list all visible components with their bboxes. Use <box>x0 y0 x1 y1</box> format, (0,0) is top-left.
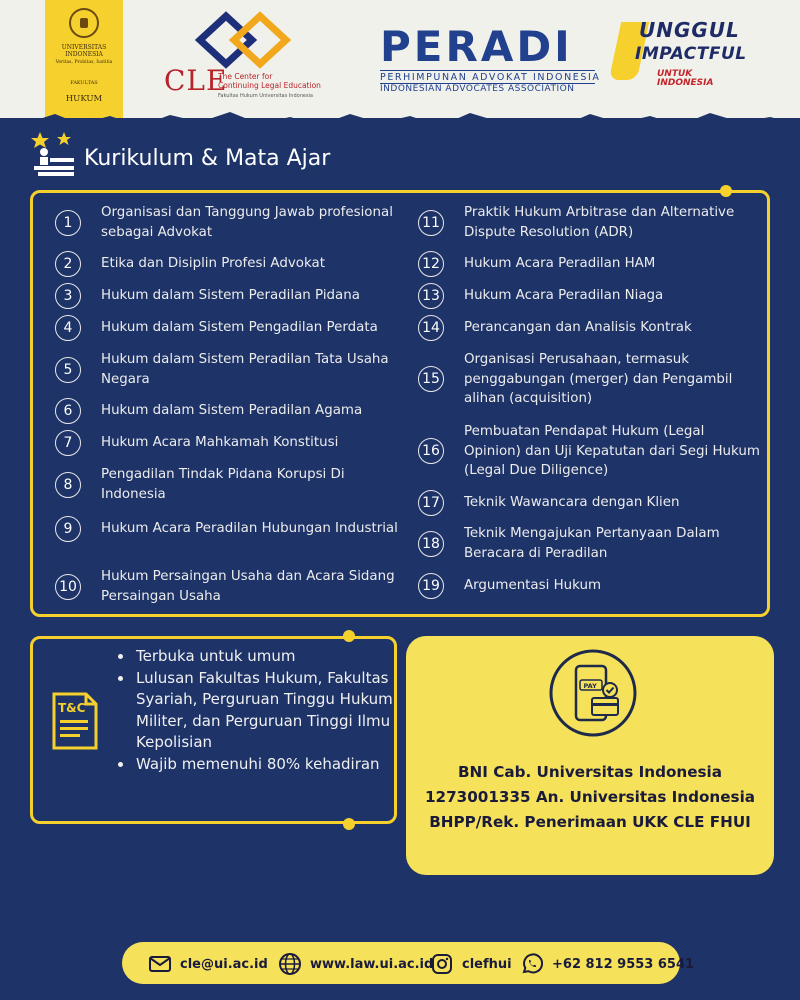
item-number-badge: 14 <box>418 315 444 341</box>
item-label: Pembuatan Pendapat Hukum (Legal Opinion) dan Uji Kepatutan dari Segi Hukum (Legal Due Diligence) <box>464 424 760 478</box>
torn-paper-edge <box>0 100 800 140</box>
item-label: Organisasi Perusahaan, termasuk penggabungan (merger) dan Pengambil alihan (acquisition) <box>464 352 733 406</box>
item-label: Hukum Acara Peradilan Hubungan Industrial <box>101 521 398 537</box>
makara-seal-icon <box>69 8 99 38</box>
item-label: Pengadilan Tindak Pidana Korupsi Di Indonesia <box>101 467 345 502</box>
item-number-badge: 19 <box>418 573 444 599</box>
item-number-badge: 4 <box>55 315 81 341</box>
ui-logo-faculty: HUKUM <box>65 94 103 104</box>
email-icon <box>148 952 172 976</box>
ui-logo-line2: INDONESIA <box>65 51 103 58</box>
unggul-line1: UNGGUL <box>639 18 740 42</box>
curriculum-item <box>418 315 763 341</box>
terms-item: • Terbuka untuk umum <box>134 646 404 668</box>
curriculum-item <box>418 524 763 563</box>
payment-account-name: BHPP/Rek. Penerimaan UKK CLE FHUI <box>429 813 751 831</box>
globe-icon <box>278 952 302 976</box>
curriculum-item <box>55 516 400 542</box>
contact-whatsapp[interactable] <box>520 952 694 976</box>
peradi-subtitle-2: INDONESIAN ADVOCATES ASSOCIATION <box>380 83 595 94</box>
item-number-badge: 13 <box>418 283 444 309</box>
payment-details <box>406 760 774 835</box>
terms-item: • Wajib memenuhi 80% kehadiran <box>134 754 404 776</box>
terms-document-icon <box>50 690 100 752</box>
terms-decor-dot-bottom <box>343 818 355 830</box>
item-number-badge: 16 <box>418 438 444 464</box>
item-label: Argumentasi Hukum <box>464 578 602 594</box>
curriculum-item <box>418 350 763 409</box>
item-number-badge: 2 <box>55 251 81 277</box>
item-label: Hukum Acara Peradilan Niaga <box>464 288 664 304</box>
item-label: Hukum Acara Mahkamah Konstitusi <box>101 435 339 451</box>
ui-logo-motto: Veritas, Probitas, Iustitia <box>55 60 113 65</box>
curriculum-item <box>418 422 763 481</box>
peradi-subtitle-1: PERHIMPUNAN ADVOKAT INDONESIA <box>380 72 601 83</box>
box-decor-dot <box>720 185 732 197</box>
item-label: Hukum Persaingan Usaha dan Acara Sidang Persaingan Usaha <box>101 569 395 604</box>
curriculum-item <box>55 567 400 606</box>
section-title: Kurikulum & Mata Ajar <box>84 146 331 171</box>
whatsapp-text[interactable]: +62 812 9553 6541 <box>552 956 695 972</box>
item-number-badge: 1 <box>55 210 81 236</box>
terms-list <box>116 646 404 775</box>
curriculum-item <box>418 251 763 277</box>
unggul-line2: IMPACTFUL <box>635 44 747 64</box>
item-label: Teknik Wawancara dengan Klien <box>464 495 680 511</box>
unggul-line3: UNTUK <box>657 69 693 79</box>
item-number-badge: 10 <box>55 574 81 600</box>
item-label: Hukum dalam Sistem Pengadilan Perdata <box>101 320 378 336</box>
terms-icon-label: T&C <box>58 701 86 715</box>
curriculum-item <box>418 490 763 516</box>
curriculum-item <box>55 203 400 242</box>
ui-logo-line1: UNIVERSITAS <box>61 44 107 51</box>
curriculum-item <box>55 350 400 389</box>
cle-subtitle-line2: Continuing Legal Education <box>218 81 321 90</box>
pay-icon-label: PAY <box>583 682 597 690</box>
unggul-line4: INDONESIA <box>657 78 714 88</box>
curriculum-item <box>55 251 400 277</box>
peradi-logo <box>380 22 601 94</box>
podium-star-icon <box>30 130 78 180</box>
cle-subtitle-line1: The Center for <box>218 72 273 81</box>
item-label: Praktik Hukum Arbitrase dan Alternative Dispute Resolution (ADR) <box>464 205 735 240</box>
contact-instagram[interactable] <box>430 952 512 976</box>
curriculum-item <box>55 398 400 424</box>
contact-website[interactable] <box>278 952 433 976</box>
whatsapp-icon <box>520 952 544 976</box>
item-label: Hukum Acara Peradilan HAM <box>464 256 656 272</box>
item-label: Etika dan Disiplin Profesi Advokat <box>101 256 325 272</box>
item-label: Perancangan dan Analisis Kontrak <box>464 320 692 336</box>
item-number-badge: 12 <box>418 251 444 277</box>
payment-account-number: 1273001335 An. Universitas Indonesia <box>424 788 756 806</box>
item-number-badge: 18 <box>418 531 444 557</box>
item-label: Hukum dalam Sistem Peradilan Agama <box>101 403 363 419</box>
item-number-badge: 15 <box>418 366 444 392</box>
item-label: Teknik Mengajukan Pertanyaan Dalam Beracara di Peradilan <box>464 526 720 561</box>
item-number-badge: 11 <box>418 210 444 236</box>
terms-item: • Lulusan Fakultas Hukum, Fakultas Syariah, Perguruan Tinggu Hukum Militer, dan Perguruan Tinggi Ilmu Kepolisian <box>134 668 404 754</box>
ui-logo-faculty-small: FAKULTAS <box>70 80 98 86</box>
curriculum-item <box>55 465 400 504</box>
website-text[interactable]: www.law.ui.ac.id <box>310 956 434 972</box>
cle-acronym: CLE <box>164 64 228 97</box>
payment-bank: BNI Cab. Universitas Indonesia <box>457 763 723 781</box>
curriculum-item <box>418 283 763 309</box>
item-label: Hukum dalam Sistem Peradilan Tata Usaha Negara <box>101 352 389 387</box>
item-number-badge: 3 <box>55 283 81 309</box>
cle-subtitle <box>218 72 348 90</box>
item-number-badge: 6 <box>55 398 81 424</box>
item-label: Hukum dalam Sistem Peradilan Pidana <box>101 288 360 304</box>
unggul-tagline <box>657 70 713 88</box>
item-number-badge: 8 <box>55 472 81 498</box>
terms-decor-dot-top <box>343 630 355 642</box>
peradi-name: PERADI <box>380 22 573 71</box>
cle-subtitle-line3: Fakultas Hukum Universitas Indonesia <box>218 93 313 99</box>
curriculum-item <box>55 315 400 341</box>
curriculum-item <box>418 573 763 599</box>
item-number-badge: 17 <box>418 490 444 516</box>
contact-email[interactable] <box>148 952 268 976</box>
item-number-badge: 5 <box>55 357 81 383</box>
mobile-payment-icon <box>548 648 638 738</box>
item-number-badge: 7 <box>55 430 81 456</box>
unggul-impactful-logo <box>615 18 775 98</box>
curriculum-item <box>418 203 763 242</box>
curriculum-item <box>55 283 400 309</box>
email-text[interactable]: cle@ui.ac.id <box>180 956 268 972</box>
curriculum-item <box>55 430 400 456</box>
item-label: Organisasi dan Tanggung Jawab profesional sebagai Advokat <box>101 205 393 240</box>
instagram-text[interactable]: clefhui <box>462 956 512 972</box>
item-number-badge: 9 <box>55 516 81 542</box>
instagram-icon <box>430 952 454 976</box>
